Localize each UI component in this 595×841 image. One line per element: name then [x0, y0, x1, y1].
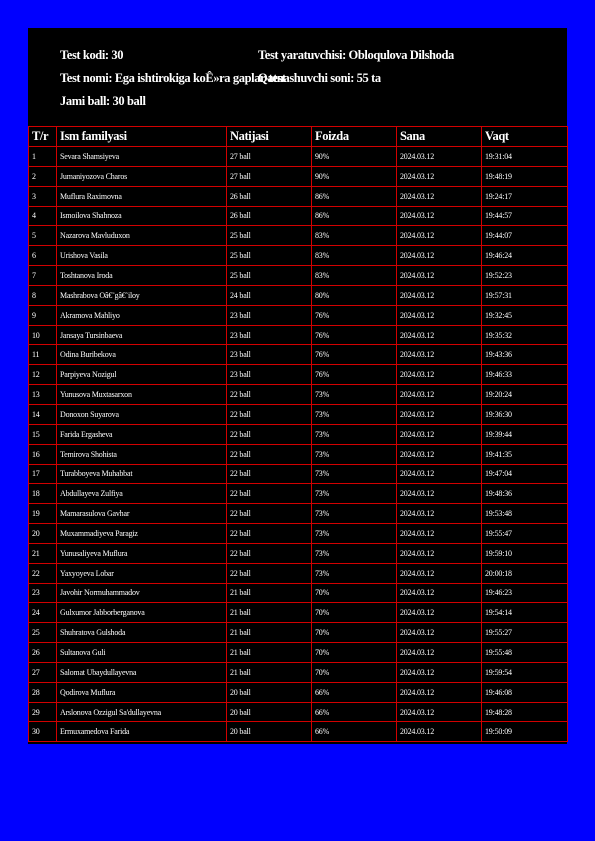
table-row: [29, 186, 568, 206]
row-number-cell: 22: [29, 563, 57, 583]
participant-name-cell: Shuhratova Gulshoda: [57, 623, 227, 643]
score-cell: 20 ball: [227, 702, 312, 722]
percent-cell: 73%: [312, 444, 397, 464]
row-number-cell: 28: [29, 682, 57, 702]
row-number-cell: 12: [29, 365, 57, 385]
time-cell: 19:39:44: [482, 424, 568, 444]
percent-cell: 76%: [312, 345, 397, 365]
participant-name-cell: Temirova Shohista: [57, 444, 227, 464]
time-cell: 19:55:47: [482, 524, 568, 544]
date-cell: 2024.03.12: [397, 524, 482, 544]
row-number-cell: 2: [29, 166, 57, 186]
table-row: [29, 583, 568, 603]
participant-name-cell: Donoxon Suyarova: [57, 404, 227, 424]
date-cell: 2024.03.12: [397, 404, 482, 424]
date-cell: 2024.03.12: [397, 147, 482, 167]
date-cell: 2024.03.12: [397, 325, 482, 345]
score-cell: 24 ball: [227, 285, 312, 305]
results-table: [28, 126, 568, 742]
table-row: [29, 603, 568, 623]
percent-cell: 70%: [312, 603, 397, 623]
score-cell: 27 ball: [227, 147, 312, 167]
score-cell: 21 ball: [227, 603, 312, 623]
table-row: [29, 543, 568, 563]
time-cell: 19:53:48: [482, 504, 568, 524]
time-cell: 19:54:14: [482, 603, 568, 623]
percent-cell: 83%: [312, 226, 397, 246]
table-row: [29, 702, 568, 722]
results-table-body: [29, 147, 568, 742]
time-cell: 19:52:23: [482, 266, 568, 286]
score-cell: 22 ball: [227, 524, 312, 544]
row-number-cell: 24: [29, 603, 57, 623]
score-cell: 22 ball: [227, 504, 312, 524]
participant-name-cell: Mashrabova Oâ€˜gâ€˜iloy: [57, 285, 227, 305]
row-number-cell: 4: [29, 206, 57, 226]
test-creator: Test yaratuvchisi: Obloqulova Dilshoda: [258, 48, 454, 62]
time-cell: 19:48:28: [482, 702, 568, 722]
time-cell: 19:46:33: [482, 365, 568, 385]
percent-cell: 73%: [312, 385, 397, 405]
score-cell: 22 ball: [227, 444, 312, 464]
date-cell: 2024.03.12: [397, 543, 482, 563]
row-number-cell: 5: [29, 226, 57, 246]
date-cell: 2024.03.12: [397, 662, 482, 682]
score-cell: 27 ball: [227, 166, 312, 186]
percent-cell: 66%: [312, 722, 397, 742]
participant-name-cell: Turabboyeva Muhabbat: [57, 464, 227, 484]
column-header-number: T/r: [29, 127, 57, 147]
row-number-cell: 9: [29, 305, 57, 325]
score-cell: 23 ball: [227, 325, 312, 345]
score-cell: 22 ball: [227, 385, 312, 405]
table-row: [29, 444, 568, 464]
percent-cell: 73%: [312, 524, 397, 544]
row-number-cell: 6: [29, 246, 57, 266]
participant-name-cell: Urishova Vasila: [57, 246, 227, 266]
percent-cell: 83%: [312, 266, 397, 286]
percent-cell: 83%: [312, 246, 397, 266]
participant-name-cell: Sevara Shamsiyeva: [57, 147, 227, 167]
participant-name-cell: Qodirova Muflura: [57, 682, 227, 702]
score-cell: 26 ball: [227, 186, 312, 206]
participant-name-cell: Arslonova Ozzigul Sa'dullayevna: [57, 702, 227, 722]
percent-cell: 86%: [312, 186, 397, 206]
time-cell: 19:20:24: [482, 385, 568, 405]
table-row: [29, 404, 568, 424]
table-row: [29, 524, 568, 544]
score-cell: 22 ball: [227, 404, 312, 424]
time-cell: 19:36:30: [482, 404, 568, 424]
time-cell: 19:48:36: [482, 484, 568, 504]
date-cell: 2024.03.12: [397, 563, 482, 583]
row-number-cell: 19: [29, 504, 57, 524]
date-cell: 2024.03.12: [397, 305, 482, 325]
table-row: [29, 345, 568, 365]
participant-name-cell: Abdullayeva Zulfiya: [57, 484, 227, 504]
date-cell: 2024.03.12: [397, 186, 482, 206]
row-number-cell: 11: [29, 345, 57, 365]
test-code: Test kodi: 30: [60, 48, 124, 62]
percent-cell: 76%: [312, 365, 397, 385]
date-cell: 2024.03.12: [397, 226, 482, 246]
percent-cell: 73%: [312, 504, 397, 524]
participant-name-cell: Jumaniyozova Charos: [57, 166, 227, 186]
percent-cell: 73%: [312, 484, 397, 504]
score-cell: 20 ball: [227, 722, 312, 742]
date-cell: 2024.03.12: [397, 583, 482, 603]
table-row: [29, 147, 568, 167]
date-cell: 2024.03.12: [397, 682, 482, 702]
participant-name-cell: Ismoilova Shahnoza: [57, 206, 227, 226]
score-cell: 22 ball: [227, 563, 312, 583]
score-cell: 21 ball: [227, 643, 312, 663]
row-number-cell: 25: [29, 623, 57, 643]
participant-name-cell: Ermuxamedova Farida: [57, 722, 227, 742]
score-cell: 21 ball: [227, 623, 312, 643]
participant-name-cell: Yunusaliyeva Muflura: [57, 543, 227, 563]
score-cell: 25 ball: [227, 226, 312, 246]
table-row: [29, 266, 568, 286]
percent-cell: 73%: [312, 404, 397, 424]
row-number-cell: 1: [29, 147, 57, 167]
table-row: [29, 246, 568, 266]
time-cell: 19:50:09: [482, 722, 568, 742]
score-cell: 23 ball: [227, 345, 312, 365]
percent-cell: 73%: [312, 543, 397, 563]
date-cell: 2024.03.12: [397, 166, 482, 186]
row-number-cell: 14: [29, 404, 57, 424]
date-cell: 2024.03.12: [397, 424, 482, 444]
date-cell: 2024.03.12: [397, 266, 482, 286]
participant-name-cell: Jansaya Tursinbaeva: [57, 325, 227, 345]
time-cell: 19:43:36: [482, 345, 568, 365]
date-cell: 2024.03.12: [397, 444, 482, 464]
score-cell: 23 ball: [227, 305, 312, 325]
table-row: [29, 325, 568, 345]
date-cell: 2024.03.12: [397, 385, 482, 405]
participant-name-cell: Mamarasulova Gavhar: [57, 504, 227, 524]
table-row: [29, 623, 568, 643]
date-cell: 2024.03.12: [397, 484, 482, 504]
participant-name-cell: Javohir Normuhammadov: [57, 583, 227, 603]
percent-cell: 86%: [312, 206, 397, 226]
participant-name-cell: Odina Buribekova: [57, 345, 227, 365]
row-number-cell: 27: [29, 662, 57, 682]
row-number-cell: 8: [29, 285, 57, 305]
row-number-cell: 15: [29, 424, 57, 444]
table-row: [29, 206, 568, 226]
column-header-percent: Foizda: [312, 127, 397, 147]
participants-count: Qatnashuvchi soni: 55 ta: [258, 71, 381, 85]
score-cell: 22 ball: [227, 484, 312, 504]
date-cell: 2024.03.12: [397, 702, 482, 722]
time-cell: 19:59:10: [482, 543, 568, 563]
participant-name-cell: Yaxyoyeva Lobar: [57, 563, 227, 583]
row-number-cell: 20: [29, 524, 57, 544]
row-number-cell: 7: [29, 266, 57, 286]
table-row: [29, 722, 568, 742]
column-header-time: Vaqt: [482, 127, 568, 147]
score-cell: 21 ball: [227, 583, 312, 603]
score-cell: 22 ball: [227, 424, 312, 444]
row-number-cell: 3: [29, 186, 57, 206]
participant-name-cell: Nazarova Mavluduxon: [57, 226, 227, 246]
table-row: [29, 166, 568, 186]
time-cell: 19:44:07: [482, 226, 568, 246]
row-number-cell: 17: [29, 464, 57, 484]
date-cell: 2024.03.12: [397, 603, 482, 623]
percent-cell: 76%: [312, 325, 397, 345]
participant-name-cell: Yunusova Muxtasarxon: [57, 385, 227, 405]
column-header-date: Sana: [397, 127, 482, 147]
participant-name-cell: Gulxumor Jabborberganova: [57, 603, 227, 623]
row-number-cell: 23: [29, 583, 57, 603]
date-cell: 2024.03.12: [397, 206, 482, 226]
table-row: [29, 643, 568, 663]
table-row: [29, 484, 568, 504]
table-row: [29, 662, 568, 682]
table-row: [29, 682, 568, 702]
time-cell: 19:31:04: [482, 147, 568, 167]
time-cell: 19:32:45: [482, 305, 568, 325]
table-row: [29, 226, 568, 246]
percent-cell: 70%: [312, 583, 397, 603]
time-cell: 19:44:57: [482, 206, 568, 226]
score-cell: 21 ball: [227, 662, 312, 682]
participant-name-cell: Akramova Mahliyo: [57, 305, 227, 325]
score-cell: 22 ball: [227, 543, 312, 563]
percent-cell: 73%: [312, 424, 397, 444]
score-cell: 26 ball: [227, 206, 312, 226]
time-cell: 19:55:27: [482, 623, 568, 643]
time-cell: 19:46:08: [482, 682, 568, 702]
percent-cell: 70%: [312, 662, 397, 682]
table-row: [29, 365, 568, 385]
participant-name-cell: Parpiyeva Nozigul: [57, 365, 227, 385]
score-cell: 23 ball: [227, 365, 312, 385]
date-cell: 2024.03.12: [397, 722, 482, 742]
time-cell: 19:57:31: [482, 285, 568, 305]
row-number-cell: 26: [29, 643, 57, 663]
participant-name-cell: Muxammadiyeva Paragiz: [57, 524, 227, 544]
column-header-name: Ism familyasi: [57, 127, 227, 147]
table-row: [29, 504, 568, 524]
date-cell: 2024.03.12: [397, 365, 482, 385]
percent-cell: 70%: [312, 643, 397, 663]
row-number-cell: 10: [29, 325, 57, 345]
participant-name-cell: Sultanova Guli: [57, 643, 227, 663]
test-name: Test nomi: Ega ishtirokiga koÊ»ra gaplar-test: [60, 71, 286, 85]
percent-cell: 70%: [312, 623, 397, 643]
score-cell: 22 ball: [227, 464, 312, 484]
column-header-result: Natijasi: [227, 127, 312, 147]
date-cell: 2024.03.12: [397, 623, 482, 643]
date-cell: 2024.03.12: [397, 504, 482, 524]
participant-name-cell: Toshtanova Iroda: [57, 266, 227, 286]
participant-name-cell: Salomat Ubaydullayevna: [57, 662, 227, 682]
score-cell: 20 ball: [227, 682, 312, 702]
time-cell: 19:55:48: [482, 643, 568, 663]
row-number-cell: 18: [29, 484, 57, 504]
percent-cell: 66%: [312, 702, 397, 722]
row-number-cell: 29: [29, 702, 57, 722]
percent-cell: 80%: [312, 285, 397, 305]
table-row: [29, 385, 568, 405]
table-row: [29, 285, 568, 305]
date-cell: 2024.03.12: [397, 285, 482, 305]
row-number-cell: 13: [29, 385, 57, 405]
table-row: [29, 563, 568, 583]
results-sheet: [28, 28, 567, 744]
score-cell: 25 ball: [227, 266, 312, 286]
time-cell: 19:47:04: [482, 464, 568, 484]
table-row: [29, 424, 568, 444]
percent-cell: 90%: [312, 166, 397, 186]
date-cell: 2024.03.12: [397, 345, 482, 365]
time-cell: 19:24:17: [482, 186, 568, 206]
table-row: [29, 464, 568, 484]
total-score: Jami ball: 30 ball: [60, 94, 146, 108]
time-cell: 19:46:23: [482, 583, 568, 603]
time-cell: 19:35:32: [482, 325, 568, 345]
date-cell: 2024.03.12: [397, 643, 482, 663]
participant-name-cell: Muflura Raximovna: [57, 186, 227, 206]
percent-cell: 90%: [312, 147, 397, 167]
date-cell: 2024.03.12: [397, 464, 482, 484]
time-cell: 19:48:19: [482, 166, 568, 186]
table-header-row: [29, 127, 568, 147]
score-cell: 25 ball: [227, 246, 312, 266]
percent-cell: 73%: [312, 563, 397, 583]
row-number-cell: 30: [29, 722, 57, 742]
time-cell: 20:00:18: [482, 563, 568, 583]
participant-name-cell: Farida Ergasheva: [57, 424, 227, 444]
row-number-cell: 21: [29, 543, 57, 563]
time-cell: 19:46:24: [482, 246, 568, 266]
percent-cell: 73%: [312, 464, 397, 484]
time-cell: 19:59:54: [482, 662, 568, 682]
percent-cell: 66%: [312, 682, 397, 702]
row-number-cell: 16: [29, 444, 57, 464]
date-cell: 2024.03.12: [397, 246, 482, 266]
percent-cell: 76%: [312, 305, 397, 325]
time-cell: 19:41:35: [482, 444, 568, 464]
table-row: [29, 305, 568, 325]
